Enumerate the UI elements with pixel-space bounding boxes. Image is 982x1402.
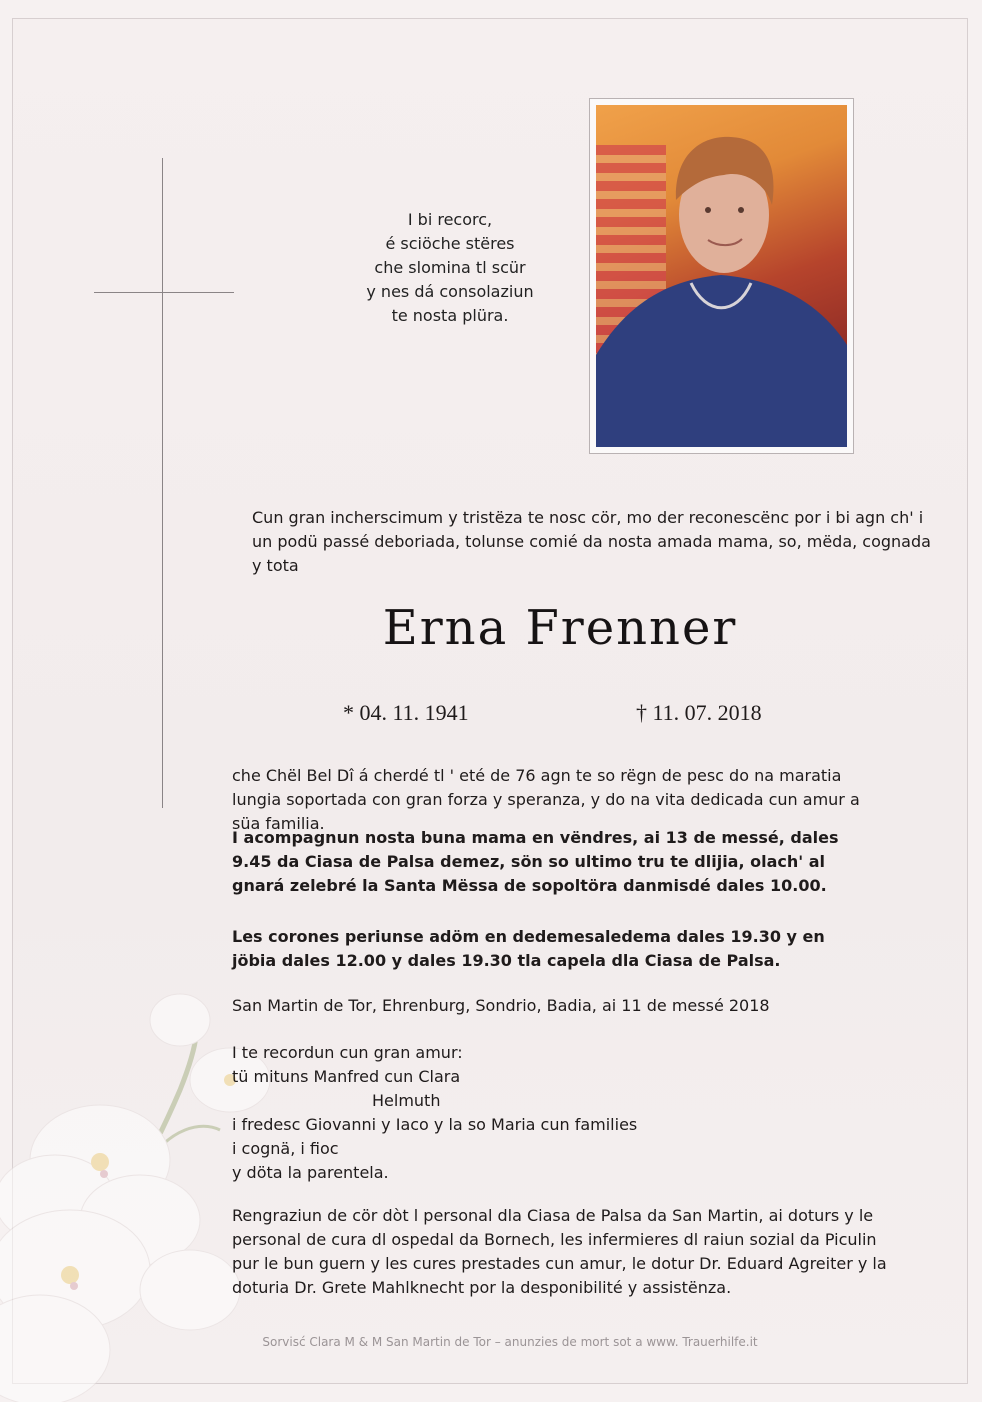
mourners-line: I te recordun cun gran amur: — [232, 1043, 463, 1062]
mourners-line: y döta la parentela. — [232, 1163, 389, 1182]
poem-line: che slomina tl scür — [374, 258, 526, 277]
cross-vertical — [162, 158, 163, 808]
cross-horizontal — [94, 292, 234, 293]
poem-line: I bi recorc, — [407, 210, 493, 229]
poem-line: te nosta plüra. — [391, 306, 509, 325]
rosary-info: Les corones periunse adöm en dedemesaledema dales 19.30 y en jöbia dales 12.00 y dales 19.30 tla capela dla Ciasa de Palsa. — [232, 927, 825, 970]
intro-text: Cun gran incherscimum y tristëza te nosc cör, mo der reconescënc por i bi agn ch' i un podü passé deboriada, tolunse comié da nosta amada mama, so, mëda, cognada y tota — [252, 508, 931, 575]
funeral-info: I acompagnun nosta buna mama en vëndres, ai 13 de messé, dales 9.45 da Ciasa de Palsa demez, sön so ultimo tru te dlijia, olach' al gnará zelebré la Santa Mëssa de sopoltöra danmisdé dales 10.00. — [232, 828, 839, 895]
poem — [340, 208, 560, 328]
thanks-paragraph: Rengraziun de cör dòt l personal dla Ciasa de Palsa da San Martin, ai doturs y le personal de cura dl ospedal da Bornech, les infermieres dl raiun sozial da Piculin pur le bun guern y les cures prestades cun amur, le dotur Dr. Eduard Agreiter y la doturia Dr. Grete Mahlknecht por la desponibilité y assistënza. — [232, 1206, 887, 1297]
deceased-name: Erna Frenner — [382, 600, 738, 656]
portrait-frame — [589, 98, 854, 454]
mourners-line: i fredesc Giovanni y Iaco y la so Maria cun families — [232, 1115, 638, 1134]
footer-note: Sorvisć Clara M & M San Martin de Tor – anunzies de mort sot a www. Trauerhilfe.it — [262, 1335, 758, 1349]
poem-line: y nes dá consolaziun — [366, 282, 534, 301]
poem-line: é sciöche stëres — [385, 234, 515, 253]
portrait-photo — [596, 105, 847, 447]
mourners-list — [232, 1041, 637, 1185]
announcement-paragraph: che Chël Bel Dî á cherdé tl ' eté de 76 agn te so rëgn de pesc do na maratia lungia soportada con gran forza y speranza, y do na vita dedicada cun amur a süa familia. — [232, 766, 860, 833]
mourners-line: Helmuth — [372, 1091, 441, 1110]
mourners-line: tü mituns Manfred cun Clara — [232, 1067, 461, 1086]
mourners-line: i cognä, i fioc — [232, 1139, 339, 1158]
death-date: † 11. 07. 2018 — [636, 700, 762, 725]
place-date: San Martin de Tor, Ehrenburg, Sondrio, Badia, ai 11 de messé 2018 — [232, 996, 770, 1015]
birth-date: * 04. 11. 1941 — [343, 700, 469, 725]
